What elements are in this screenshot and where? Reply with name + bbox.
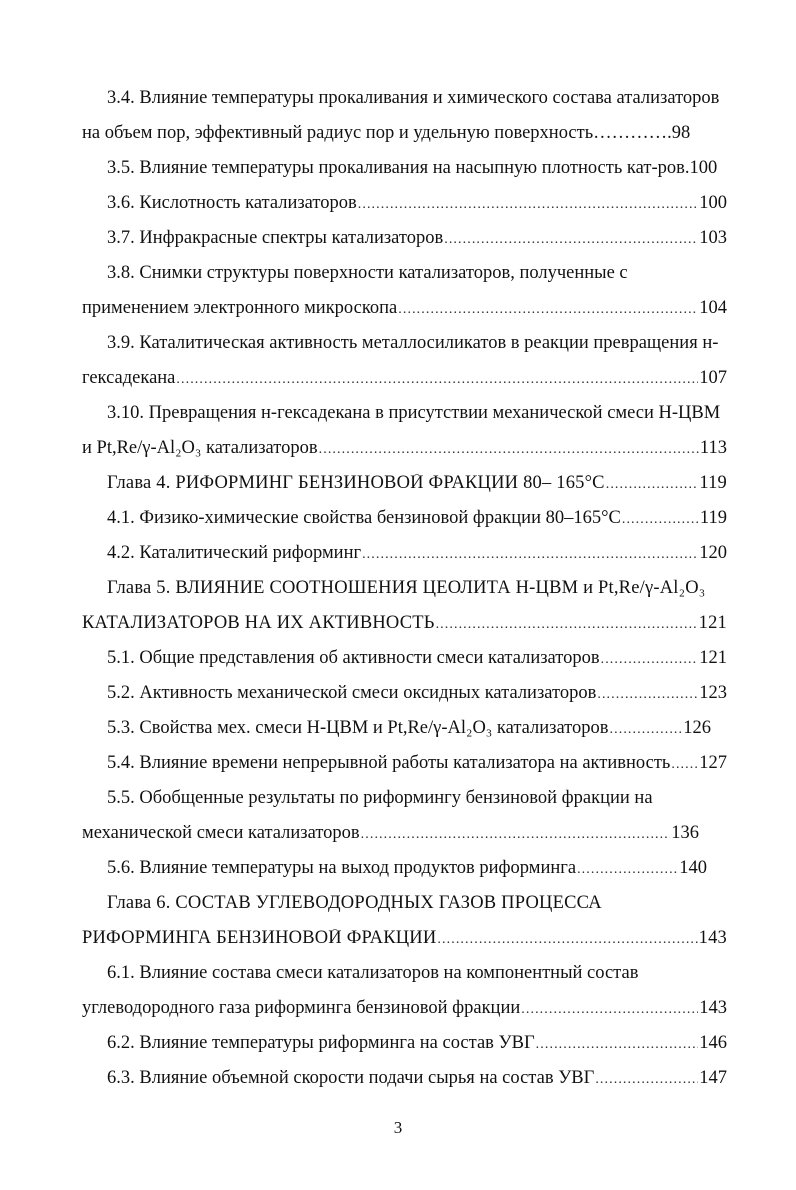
toc-entry-text: гексадекана [82,369,176,388]
toc-line [107,789,727,808]
toc-chapter-line [107,894,727,913]
toc-entry-text: 4.2. Каталитический риформинг [107,544,362,563]
leader-dots [361,828,671,842]
toc-entry-text: 3.5. Влияние температуры прокаливания на насыпную плотность кат-ров [107,159,685,178]
leader-dots [671,758,698,772]
toc-line [82,369,727,388]
toc-entry-page: 119 [699,474,727,493]
toc-entry-page: 136 [671,824,699,843]
toc-line [82,124,714,143]
toc-entry-page: 113 [699,439,727,458]
toc-line [107,404,727,423]
toc-entry-page: 98 [671,124,691,143]
toc-entry-text: 4.1. Физико-химические свойства бензиновой фракции 80–165°С [107,509,621,528]
page-number: 3 [393,1118,403,1137]
leader-dots [436,618,698,632]
toc-entry-page: 100 [699,194,727,213]
toc-entry-text: 3.8. Снимки структуры поверхности катализаторов, полученные с [107,264,628,283]
leader-dots [597,688,698,702]
toc-entry-text: 6.2. Влияние температуры риформинга на состав УВГ [107,1034,535,1053]
toc-entry-page: 126 [683,719,711,738]
toc-line [107,194,727,213]
toc-entry-page: 121 [699,649,727,668]
toc-entry-text: 5.3. Свойства мех. смеси Н-ЦВМ и Pt,Re/γ-Al₂O₃ катализаторов [107,719,609,738]
toc-line [82,439,727,458]
toc-entry-text: 5.1. Общие представления об активности смеси катализаторов [107,649,600,668]
toc-line [107,1069,727,1088]
toc-chapter-title: КАТАЛИЗАТОРОВ НА ИХ АКТИВНОСТЬ [82,614,435,633]
toc-line [107,964,727,983]
toc-line [107,89,727,108]
toc-entry-text: на объем пор, эффективный радиус пор и удельную поверхность [82,124,594,143]
toc-entry-text: применением электронного микроскопа [82,299,398,318]
toc-entry-text: 3.10. Превращения н-гексадекана в присутствии механической смеси Н-ЦВМ [107,404,721,423]
toc-entry-text: 3.9. Каталитическая активность металлосиликатов в реакции превращения н- [107,334,719,353]
leader-dots [398,303,698,317]
toc-line [82,299,727,318]
leader-dots [176,373,698,387]
toc-entry-text: 3.4. Влияние температуры прокаливания и химического состава атализаторов [107,89,720,108]
toc-line [107,509,727,528]
toc-entry-dots: . [684,159,690,178]
toc-entry-text: 6.1. Влияние состава смеси катализаторов на компонентный состав [107,964,639,983]
toc-entry-page: 140 [679,859,707,878]
toc-line [107,1034,727,1053]
toc-line [107,159,727,178]
toc-line [107,684,727,703]
leader-dots [606,478,699,492]
toc-line [82,999,727,1018]
toc-entry-page: 143 [698,929,727,948]
leader-dots [577,863,678,877]
leader-dots [595,1073,698,1087]
toc-entry-text: углеводородного газа риформинга бензиновой фракции [82,999,521,1018]
toc-chapter-title: Глава 4. РИФОРМИНГ БЕНЗИНОВОЙ ФРАКЦИИ 80– 165°C [107,474,605,493]
toc-line [107,544,727,563]
toc-entry-page: 147 [699,1069,727,1088]
toc-line [107,754,727,773]
toc-entry-page: 143 [699,999,727,1018]
toc-entry-page: 119 [699,509,727,528]
leader-dots [362,548,698,562]
toc-entry-text: 5.4. Влияние времени непрерывной работы катализатора на активность [107,754,671,773]
leader-dots [437,933,697,947]
toc-line [107,264,727,283]
toc-entry-text: 3.6. Кислотность катализаторов [107,194,357,213]
leader-dots [444,233,698,247]
toc-entry-page: 100 [689,159,718,178]
leader-dots [536,1038,699,1052]
toc-line [107,334,727,353]
leader-dots [358,198,699,212]
toc-entry-page: 107 [699,369,727,388]
toc-line [107,719,711,738]
toc-entry-text: 6.3. Влияние объемной скорости подачи сырья на состав УВГ [107,1069,595,1088]
toc-entry-text: 3.7. Инфракрасные спектры катализаторов [107,229,444,248]
toc-entry-page: 104 [699,299,727,318]
toc-chapter-line [82,929,727,948]
toc-chapter-line [107,579,727,598]
toc-entry-page: 103 [699,229,727,248]
toc-entry-page: 123 [699,684,727,703]
leader-dots [319,443,699,457]
leader-dots [521,1003,698,1017]
toc-entry-text: 5.5. Обобщенные результаты по риформингу бензиновой фракции на [107,789,653,808]
toc-chapter-title: Глава 6. СОСТАВ УГЛЕВОДОРОДНЫХ ГАЗОВ ПРОЦЕССА [107,894,602,913]
toc-entry-page: 146 [699,1034,727,1053]
toc-entry-dots: …………. [593,124,672,143]
toc-chapter-title: РИФОРМИНГА БЕНЗИНОВОЙ ФРАКЦИИ [82,929,437,948]
leader-dots [622,513,699,527]
toc-entry-text: 5.2. Активность механической смеси оксидных катализаторов [107,684,597,703]
toc-line [107,229,727,248]
toc-entry-page: 127 [699,754,727,773]
toc-entry-page: 121 [698,614,727,633]
toc-line [107,859,707,878]
toc-chapter-title: Глава 5. ВЛИЯНИЕ СООТНОШЕНИЯ ЦЕОЛИТА Н-ЦВМ и Pt,Re/γ-Al₂O₃ [107,579,706,598]
toc-chapter-line [107,474,727,493]
leader-dots [601,653,699,667]
toc-chapter-line [82,614,727,633]
toc-entry-text: 5.6. Влияние температуры на выход продуктов риформинга [107,859,577,878]
toc-entry-text: и Pt,Re/γ-Al₂O₃ катализаторов [82,439,318,458]
toc-line [107,649,727,668]
leader-dots [610,723,683,737]
toc-entry-page: 120 [699,544,727,563]
toc-line [82,824,699,843]
toc-entry-text: механической смеси катализаторов [82,824,360,843]
